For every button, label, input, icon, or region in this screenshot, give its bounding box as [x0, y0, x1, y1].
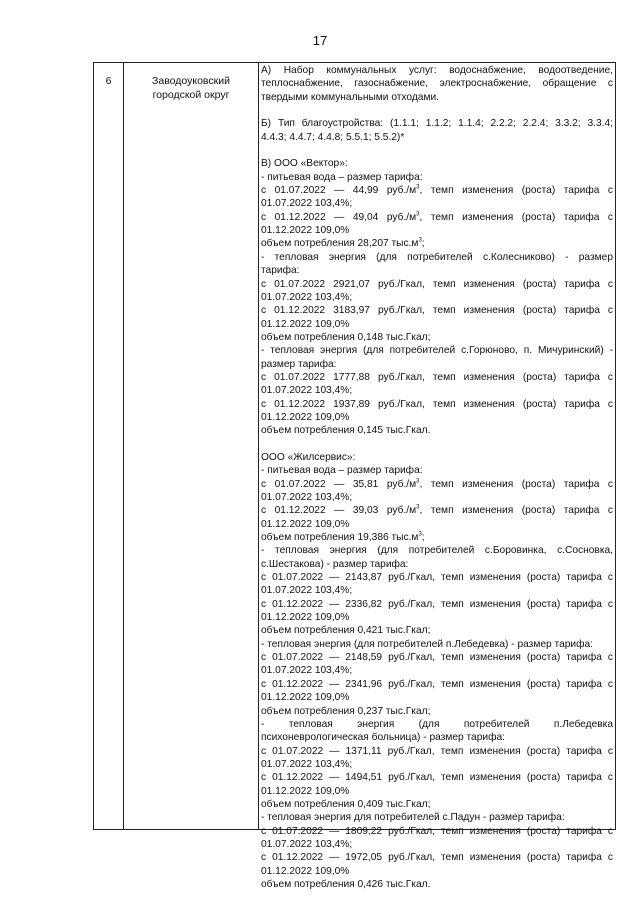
- text-line: размер тарифа:: [261, 358, 337, 370]
- text-line: теплоснабжение, газоснабжение, электроснабжение, обращение с: [261, 78, 613, 90]
- text-line: Б) Тип благоустройства: (1.1.1; 1.1.2; 1.1.4; 2.2.2; 2.2.4; 3.3.2; 3.3.4;: [261, 118, 613, 130]
- district-name: [124, 63, 258, 102]
- text-line: 01.12.2022 109,0%: [261, 865, 350, 877]
- page-number: 17: [312, 33, 328, 48]
- text-line: 01.07.2022 103,4%;: [261, 585, 353, 597]
- text-line: ООО «Жилсервис»:: [261, 451, 356, 463]
- text-line: 01.07.2022 103,4%;: [261, 385, 353, 397]
- text-line: - тепловая энергия (для потребителей с.Горюново, п. Мичуринский) -: [261, 345, 613, 357]
- paragraph-zhilservis: [261, 451, 613, 891]
- text-line: с 01.12.2022 — 49,04 $руб./м^3$, темп изменения (роста) тарифа с: [261, 211, 613, 223]
- text-line: с 01.07.2022 — 1809,22 руб./Гкал, темп изменения (роста) тарифа с: [261, 825, 613, 837]
- text-line: объем потребления 19,386 $тыс.м^3$;: [261, 531, 425, 544]
- text-line: - тепловая энергия (для потребителей с.Колесниково) - размер: [261, 251, 613, 263]
- text-line: 01.07.2022 103,4%;: [261, 838, 353, 850]
- text-line: - тепловая энергия (для потребителей п.Лебедевка) - размер тарифа:: [261, 638, 593, 650]
- text-line: 01.12.2022 109,0%: [261, 225, 350, 237]
- text-line: 01.07.2022 103,4%;: [261, 665, 353, 677]
- text-line: объем потребления 0,145 тыс.Гкал.: [261, 425, 431, 437]
- text-line: А) Набор коммунальных услуг: водоснабжение, водоотведение,: [261, 65, 613, 76]
- text-line: 01.12.2022 109,0%: [261, 692, 350, 704]
- text-line: объем потребления 0,148 тыс.Гкал;: [261, 331, 431, 343]
- district-name-line: Заводоуковский: [152, 75, 230, 87]
- text-line: с 01.12.2022 — 39,03 $руб./м^3$, темп изменения (роста) тарифа с: [261, 504, 613, 517]
- text-line: 01.07.2022 103,4%;: [261, 758, 353, 770]
- text-line: 01.12.2022 109,0%: [261, 785, 350, 797]
- tariff-table: [93, 62, 616, 890]
- text-line: тарифа:: [261, 265, 300, 277]
- table-row: [94, 63, 616, 830]
- text-line: твердыми коммунальными отходами.: [261, 91, 439, 103]
- text-line: - тепловая энергия (для потребителей п.Лебедевка: [261, 718, 613, 730]
- paragraph-gap: [261, 438, 613, 451]
- text-line: с 01.12.2022 3183,97 руб./Гкал, темп изменения (роста) тарифа с: [261, 305, 613, 317]
- text-line: 01.12.2022 109,0%: [261, 318, 350, 330]
- text-line: с 01.12.2022 — 2336,82 руб./Гкал, темп изменения (роста) тарифа с: [261, 598, 613, 610]
- text-line: 01.12.2022 109,0%: [261, 411, 350, 423]
- district-name-line: городской округ: [152, 88, 230, 101]
- text-line: с 01.12.2022 — 1494,51 руб./Гкал, темп изменения (роста) тарифа с: [261, 772, 613, 784]
- text-line: 01.07.2022 103,4%;: [261, 198, 353, 210]
- text-line: объем потребления 0,421 тыс.Гкал;: [261, 625, 431, 637]
- tariff-description: [259, 63, 615, 890]
- row-number-cell: [94, 63, 124, 830]
- text-line: В) ООО «Вектор»:: [261, 158, 348, 170]
- text-line: с 01.07.2022 — 44,99 $руб./м^3$, темп изменения (роста) тарифа с: [261, 184, 613, 197]
- text-line: объем потребления 0,409 тыс.Гкал;: [261, 798, 431, 810]
- paragraph-vektor: [261, 157, 613, 437]
- paragraph-services: [261, 64, 613, 104]
- text-line: 01.07.2022 103,4%;: [261, 492, 353, 503]
- text-line: - тепловая энергия для потребителей с.Падун - размер тарифа:: [261, 812, 565, 824]
- text-line: - питьевая вода – размер тарифа:: [261, 171, 423, 183]
- text-line: с 01.12.2022 1937,89 руб./Гкал, темп изменения (роста) тарифа с: [261, 398, 613, 410]
- text-line: с 01.07.2022 — 35,81 $руб./м^3$, темп изменения (роста) тарифа с: [261, 478, 613, 490]
- paragraph-gap: [261, 144, 613, 157]
- text-line: с 01.07.2022 2921,07 руб./Гкал, темп изменения (роста) тарифа с: [261, 278, 613, 290]
- text-line: - тепловая энергия (для потребителей с.Боровинка, с.Сосновка,: [261, 545, 613, 557]
- text-line: 4.4.3; 4.4.7; 4.4.8; 5.5.1; 5.5.2)*: [261, 131, 405, 143]
- text-line: с 01.07.2022 1777,88 руб./Гкал, темп изменения (роста) тарифа с: [261, 371, 613, 383]
- text-line: объем потребления 28,207 $тыс.м^3$;: [261, 238, 425, 250]
- row-number: 6: [105, 75, 112, 87]
- text-line: с 01.07.2022 — 2148,59 руб./Гкал, темп изменения (роста) тарифа с: [261, 652, 613, 664]
- district-cell: [124, 63, 259, 830]
- text-line: с 01.07.2022 — 2143,87 руб./Гкал, темп изменения (роста) тарифа с: [261, 572, 613, 584]
- text-line: с.Шестакова) - размер тарифа:: [261, 558, 409, 570]
- text-line: психоневрологическая больница) - размер тарифа:: [261, 732, 505, 744]
- text-line: объем потребления 0,426 тыс.Гкал.: [261, 878, 431, 890]
- text-line: с 01.07.2022 — 1371,11 руб./Гкал, темп изменения (роста) тарифа с: [261, 745, 613, 757]
- tariff-description-cell: [259, 63, 616, 890]
- text-line: объем потребления 0,237 тыс.Гкал;: [261, 705, 431, 717]
- paragraph-improvement-type: [261, 117, 613, 144]
- text-line: - питьевая вода – размер тарифа:: [261, 465, 423, 477]
- paragraph-gap: [261, 104, 613, 117]
- text-line: 01.12.2022 109,0%: [261, 518, 350, 530]
- text-line: 01.07.2022 103,4%;: [261, 291, 353, 303]
- text-line: 01.12.2022 109,0%: [261, 612, 350, 624]
- text-line: с 01.12.2022 — 1972,05 руб./Гкал, темп изменения (роста) тарифа с: [261, 852, 613, 864]
- text-line: с 01.12.2022 — 2341,96 руб./Гкал, темп изменения (роста) тарифа с: [261, 678, 613, 690]
